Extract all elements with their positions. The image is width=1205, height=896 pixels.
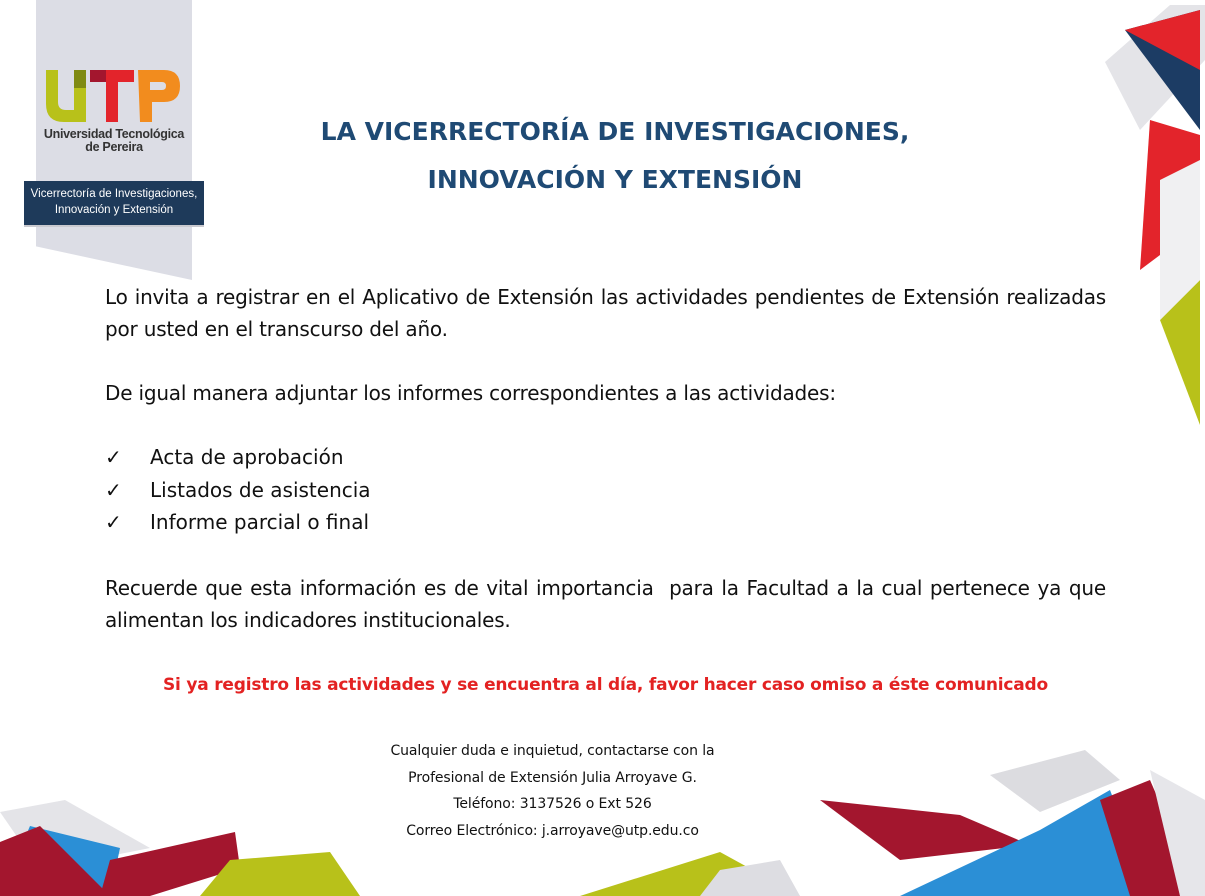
list-item-label: Listados de asistencia <box>150 477 371 502</box>
paragraph-importance: Recuerde que esta información es de vital importancia para la Facultad a la cual pertenece ya que alimentan los indicadores institucionales. <box>105 576 1113 632</box>
paragraph-attachments: De igual manera adjuntar los informes correspondientes a las actividades: <box>105 381 836 405</box>
university-name <box>36 128 192 154</box>
list-item-label: Acta de aprobación <box>150 445 344 469</box>
list-item <box>105 474 371 507</box>
utp-logo <box>44 64 184 126</box>
contact-line2: Profesional de Extensión Julia Arroyave G. <box>408 769 697 786</box>
check-icon: ✓ <box>105 445 122 469</box>
check-icon: ✓ <box>105 477 122 502</box>
svg-text:UTP: UTP <box>44 64 46 65</box>
list-item <box>105 506 371 539</box>
page-title <box>290 108 940 204</box>
contact-info <box>340 738 765 844</box>
notice-text: Si ya registro las actividades y se encuentra al día, favor hacer caso omiso a éste comunicado <box>162 675 1049 695</box>
contact-phone: Teléfono: 3137526 o Ext 526 <box>453 796 652 812</box>
list-item <box>105 441 371 474</box>
check-icon: ✓ <box>105 510 122 534</box>
required-documents-list <box>105 441 371 539</box>
paragraph-invitation: Lo invita a registrar en el Aplicativo de Extensión las actividades pendientes de Extensión realizadas por usted en el transcurso del año. <box>105 285 1106 341</box>
university-name-line2: de Pereira <box>85 140 143 154</box>
list-item-label: Informe parcial o final <box>150 510 370 534</box>
contact-email: Correo Electrónico: j.arroyave@utp.edu.co <box>406 822 699 839</box>
department-line2: Innovación y Extensión <box>54 204 174 216</box>
department-line1: Vicerrectoría de Investigaciones, <box>30 188 198 200</box>
title-line1: LA VICERRECTORÍA DE INVESTIGACIONES, <box>320 117 910 146</box>
department-badge <box>24 181 204 225</box>
contact-line1: Cualquier duda e inquietud, contactarse con la <box>390 743 715 759</box>
title-line2: INNOVACIÓN Y EXTENSIÓN <box>427 165 803 194</box>
university-name-line1: Universidad Tecnológica <box>43 127 185 141</box>
